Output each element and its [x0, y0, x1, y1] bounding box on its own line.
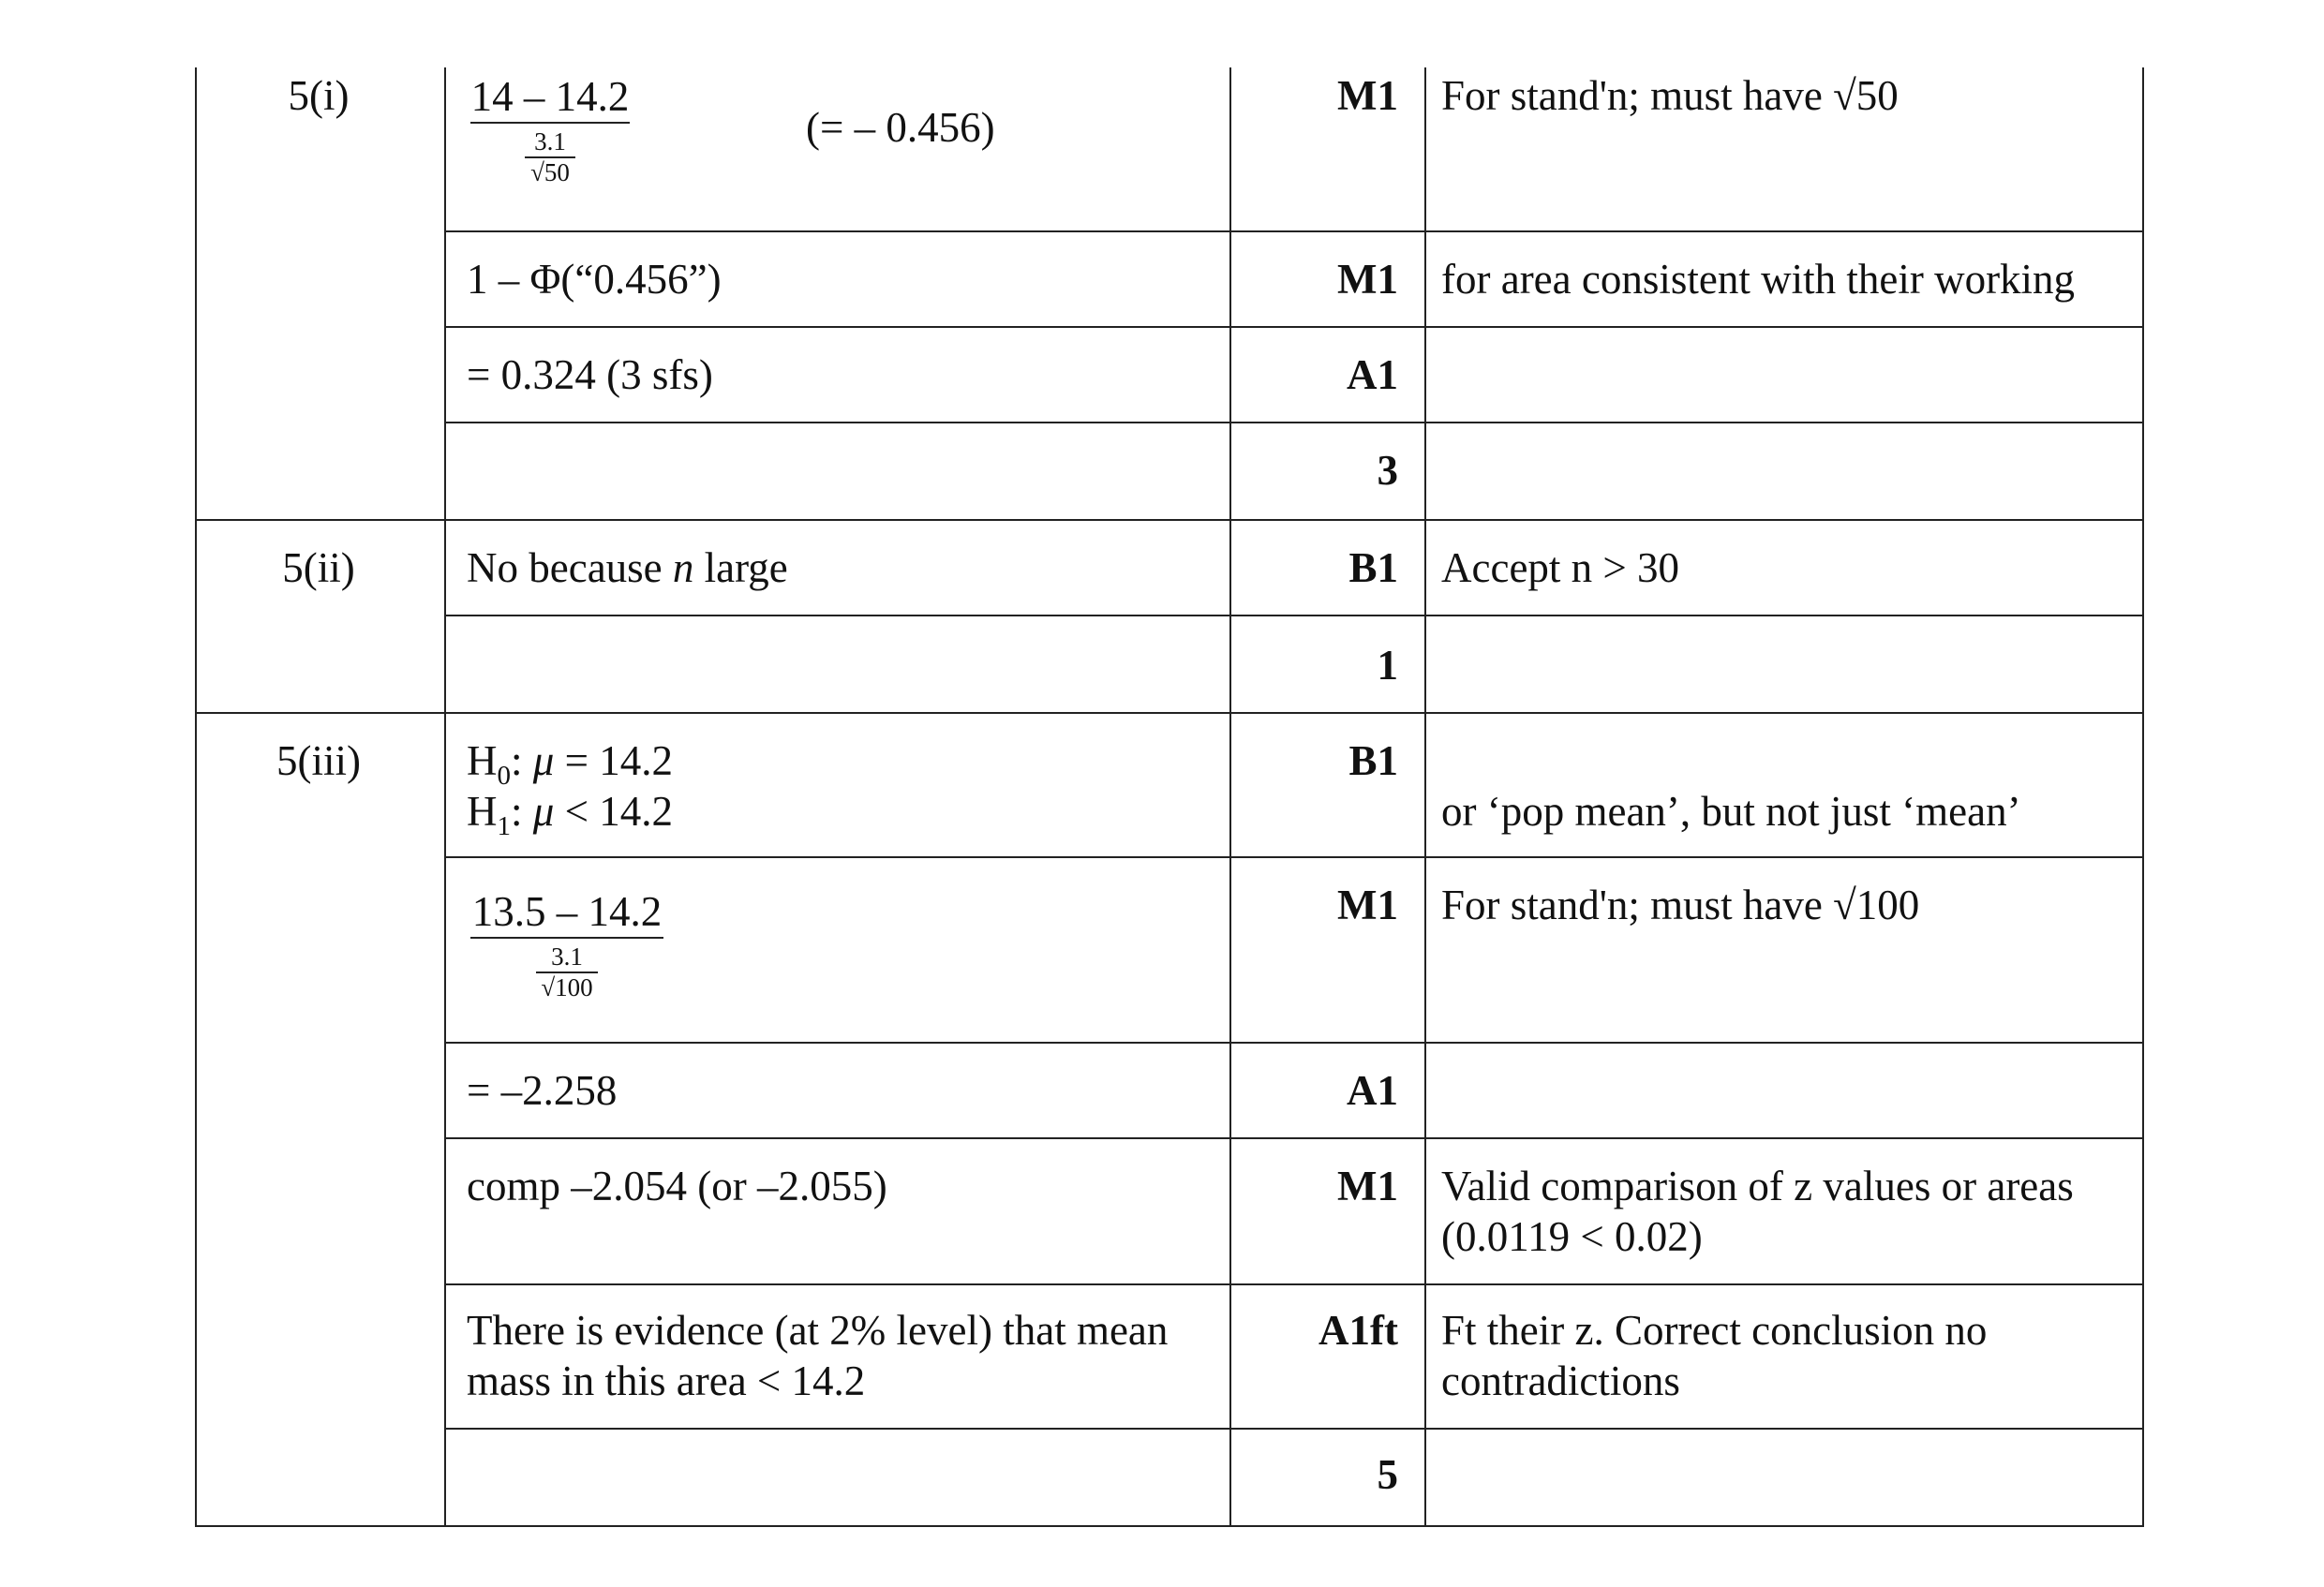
conclusion-text: There is evidence (at 2% level) that mean: [467, 1307, 1169, 1354]
fraction-bar: [470, 937, 663, 939]
question-label-5iii: 5(iii): [276, 737, 361, 784]
row-divider: [444, 1137, 2142, 1139]
denominator-numerator: 3.1: [534, 127, 566, 156]
column-divider-question: [444, 67, 446, 1525]
hyp-subscript: 0: [497, 761, 511, 791]
total-marks-5ii: 1: [1377, 642, 1398, 689]
mark-m1: M1: [1337, 882, 1398, 928]
row-divider: [444, 230, 2142, 232]
fraction-bar: [470, 122, 630, 124]
answer-text: 1 – Φ(“0.456”): [467, 256, 722, 303]
table-border-left: [195, 67, 197, 1525]
row-divider: [444, 856, 2142, 858]
mark-m1: M1: [1337, 1163, 1398, 1209]
answer-text: = 0.324 (3 sfs): [467, 351, 713, 398]
total-marks-5i: 3: [1377, 447, 1398, 494]
standardisation-fraction-5i: [470, 71, 630, 187]
answer-text: = –2.258: [467, 1067, 618, 1114]
mark-a1ft: A1ft: [1318, 1307, 1398, 1354]
question-divider: [195, 712, 2142, 714]
question-label-5ii: 5(ii): [282, 544, 355, 591]
row-divider: [444, 615, 2142, 616]
fraction-denominator: [470, 127, 630, 187]
row-divider: [444, 422, 2142, 423]
hyp-colon: :: [511, 788, 533, 835]
guidance-text: for area consistent with their working: [1441, 256, 2076, 303]
hyp-colon: :: [511, 737, 533, 784]
answer-text: comp –2.054 (or –2.055): [467, 1163, 887, 1209]
hyp-value: = 14.2: [554, 737, 673, 784]
guidance-text: Valid comparison of z values or areas: [1441, 1163, 2074, 1209]
guidance-text: Ft their z. Correct conclusion no: [1441, 1307, 1988, 1354]
total-marks-5iii: 5: [1377, 1451, 1398, 1498]
mark-m1: M1: [1337, 256, 1398, 303]
hyp-value: < 14.2: [554, 788, 673, 835]
denominator-numerator: 3.1: [551, 942, 583, 971]
variable-n: n: [672, 544, 694, 591]
guidance-text: Accept n > 30: [1441, 544, 1680, 591]
hyp-letter: H: [467, 737, 498, 784]
answer-part: No because: [467, 544, 673, 591]
mu-symbol: μ: [532, 737, 555, 784]
question-divider: [195, 519, 2142, 521]
hyp-letter: H: [467, 788, 498, 835]
mark-b1: B1: [1348, 544, 1398, 591]
conclusion-text: mass in this area < 14.2: [467, 1357, 866, 1404]
row-divider: [444, 1042, 2142, 1044]
column-divider-marks: [1424, 67, 1426, 1525]
mark-a1: A1: [1347, 1067, 1398, 1114]
row-divider: [444, 1428, 2142, 1430]
denominator-root: √100: [541, 973, 593, 1001]
hyp-subscript: 1: [497, 811, 511, 841]
answer-text: [467, 543, 788, 593]
mark-m1: M1: [1337, 72, 1398, 119]
z-value-5i: (= – 0.456): [806, 104, 995, 151]
mark-b1: B1: [1348, 737, 1398, 784]
guidance-text: (0.0119 < 0.02): [1441, 1213, 1703, 1260]
guidance-text: For stand'n; must have √50: [1441, 72, 1899, 119]
row-divider: [444, 326, 2142, 328]
mu-symbol: μ: [532, 788, 555, 835]
guidance-text: or ‘pop mean’, but not just ‘mean’: [1441, 788, 2021, 835]
row-divider: [444, 1283, 2142, 1285]
fraction-denominator: [470, 942, 663, 1002]
fraction-numerator: 13.5 – 14.2: [471, 888, 663, 935]
question-label-5i: 5(i): [288, 72, 350, 119]
fraction-numerator: 14 – 14.2: [470, 73, 630, 120]
denominator-root: √50: [530, 158, 570, 186]
answer-part: large: [693, 544, 788, 591]
column-divider-answer: [1229, 67, 1231, 1525]
guidance-text: For stand'n; must have √100: [1441, 882, 1920, 928]
standardisation-fraction-5iii: [470, 886, 663, 1002]
guidance-text: contradictions: [1441, 1357, 1680, 1404]
mark-a1: A1: [1347, 351, 1398, 398]
null-hypothesis: [467, 736, 673, 791]
alternative-hypothesis: [467, 787, 673, 841]
